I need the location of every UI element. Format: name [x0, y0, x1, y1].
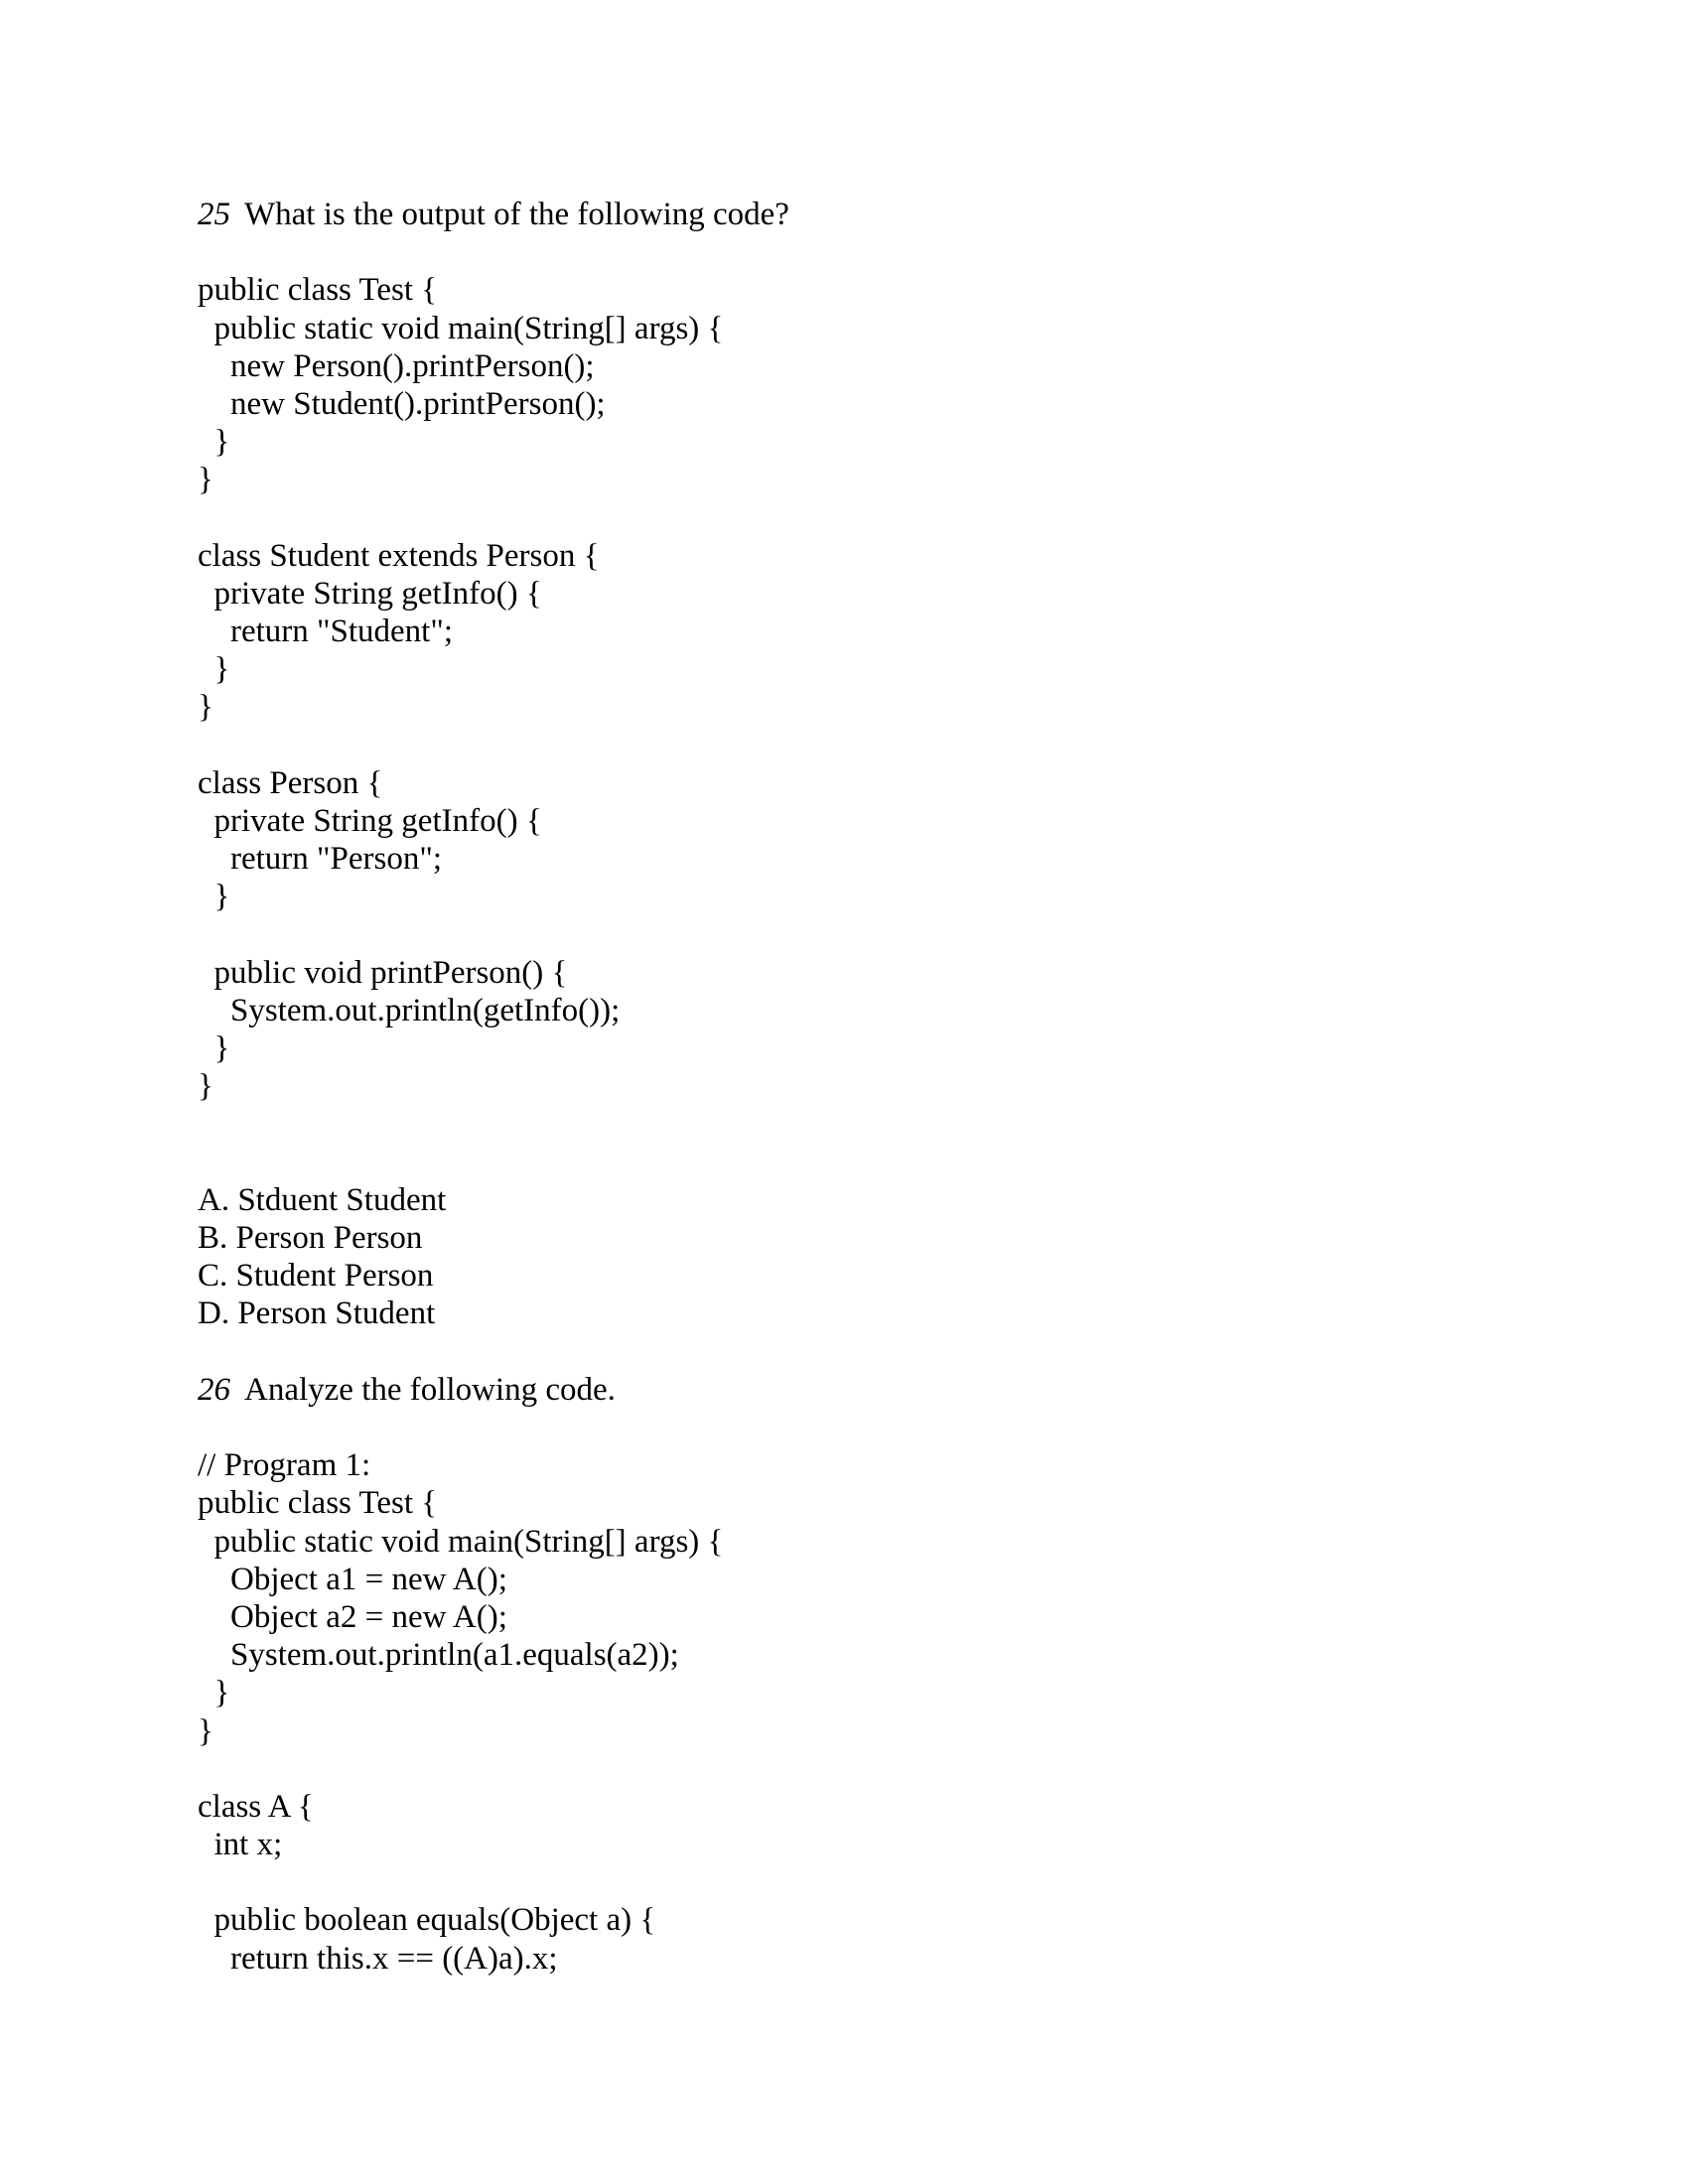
code-line: } [198, 651, 230, 688]
spacer [198, 233, 1488, 271]
code-line: return this.x == ((A)a).x; [198, 1940, 558, 1977]
spacer [198, 1333, 1488, 1371]
code-line: return "Person"; [198, 841, 442, 878]
code-line: class Student extends Person { [198, 537, 600, 574]
code-line: } [198, 1712, 213, 1749]
question-26-heading [198, 1371, 1488, 1409]
question-prompt: What is the output of the following code? [244, 197, 789, 232]
answer-option-a: A. Stduent Student [198, 1181, 447, 1218]
code-line: public void printPerson() { [198, 954, 568, 991]
code-line: System.out.println(getInfo()); [198, 992, 621, 1028]
code-line: int x; [198, 1827, 283, 1863]
code-line [198, 499, 1488, 537]
code-line: } [198, 689, 213, 726]
page-content [198, 196, 1488, 1978]
code-line [198, 727, 1488, 764]
question-26-code [198, 1446, 1488, 1978]
code-line: Object a1 = new A(); [198, 1561, 507, 1597]
code-line: public boolean equals(Object a) { [198, 1902, 656, 1939]
code-line: } [198, 879, 230, 915]
code-line: new Student().printPerson(); [198, 385, 606, 422]
code-line: } [198, 1030, 230, 1067]
code-line: public static void main(String[] args) { [198, 310, 724, 346]
code-line: public class Test { [198, 1485, 438, 1522]
code-line: } [198, 1675, 230, 1711]
code-line [198, 916, 1488, 954]
question-number: 26 [198, 1371, 230, 1408]
question-25-code [198, 271, 1488, 1105]
code-line [198, 1863, 1488, 1901]
code-line: return "Student"; [198, 614, 453, 650]
spacer [198, 1144, 1488, 1181]
code-line: private String getInfo() { [198, 803, 542, 839]
code-line: class Person { [198, 764, 383, 801]
question-number: 25 [198, 197, 230, 232]
spacer [198, 1409, 1488, 1446]
answer-option-c: C. Student Person [198, 1258, 434, 1295]
code-line: } [198, 1068, 213, 1105]
answer-option-b: B. Person Person [198, 1220, 423, 1257]
code-line: public class Test { [198, 272, 438, 309]
code-line: private String getInfo() { [198, 575, 542, 612]
code-line: } [198, 424, 230, 461]
code-line: Object a2 = new A(); [198, 1598, 507, 1635]
code-line: System.out.println(a1.equals(a2)); [198, 1637, 679, 1674]
answer-option-d: D. Person Student [198, 1296, 436, 1332]
code-line: } [198, 462, 213, 498]
code-line: // Program 1: [198, 1447, 371, 1484]
code-line: public static void main(String[] args) { [198, 1523, 724, 1560]
question-25-options [198, 1181, 1488, 1333]
question-prompt: Analyze the following code. [244, 1371, 616, 1408]
code-line: new Person().printPerson(); [198, 347, 595, 384]
code-line [198, 1750, 1488, 1788]
question-25-heading [198, 196, 1488, 233]
spacer [198, 1106, 1488, 1144]
code-line: class A { [198, 1788, 314, 1825]
